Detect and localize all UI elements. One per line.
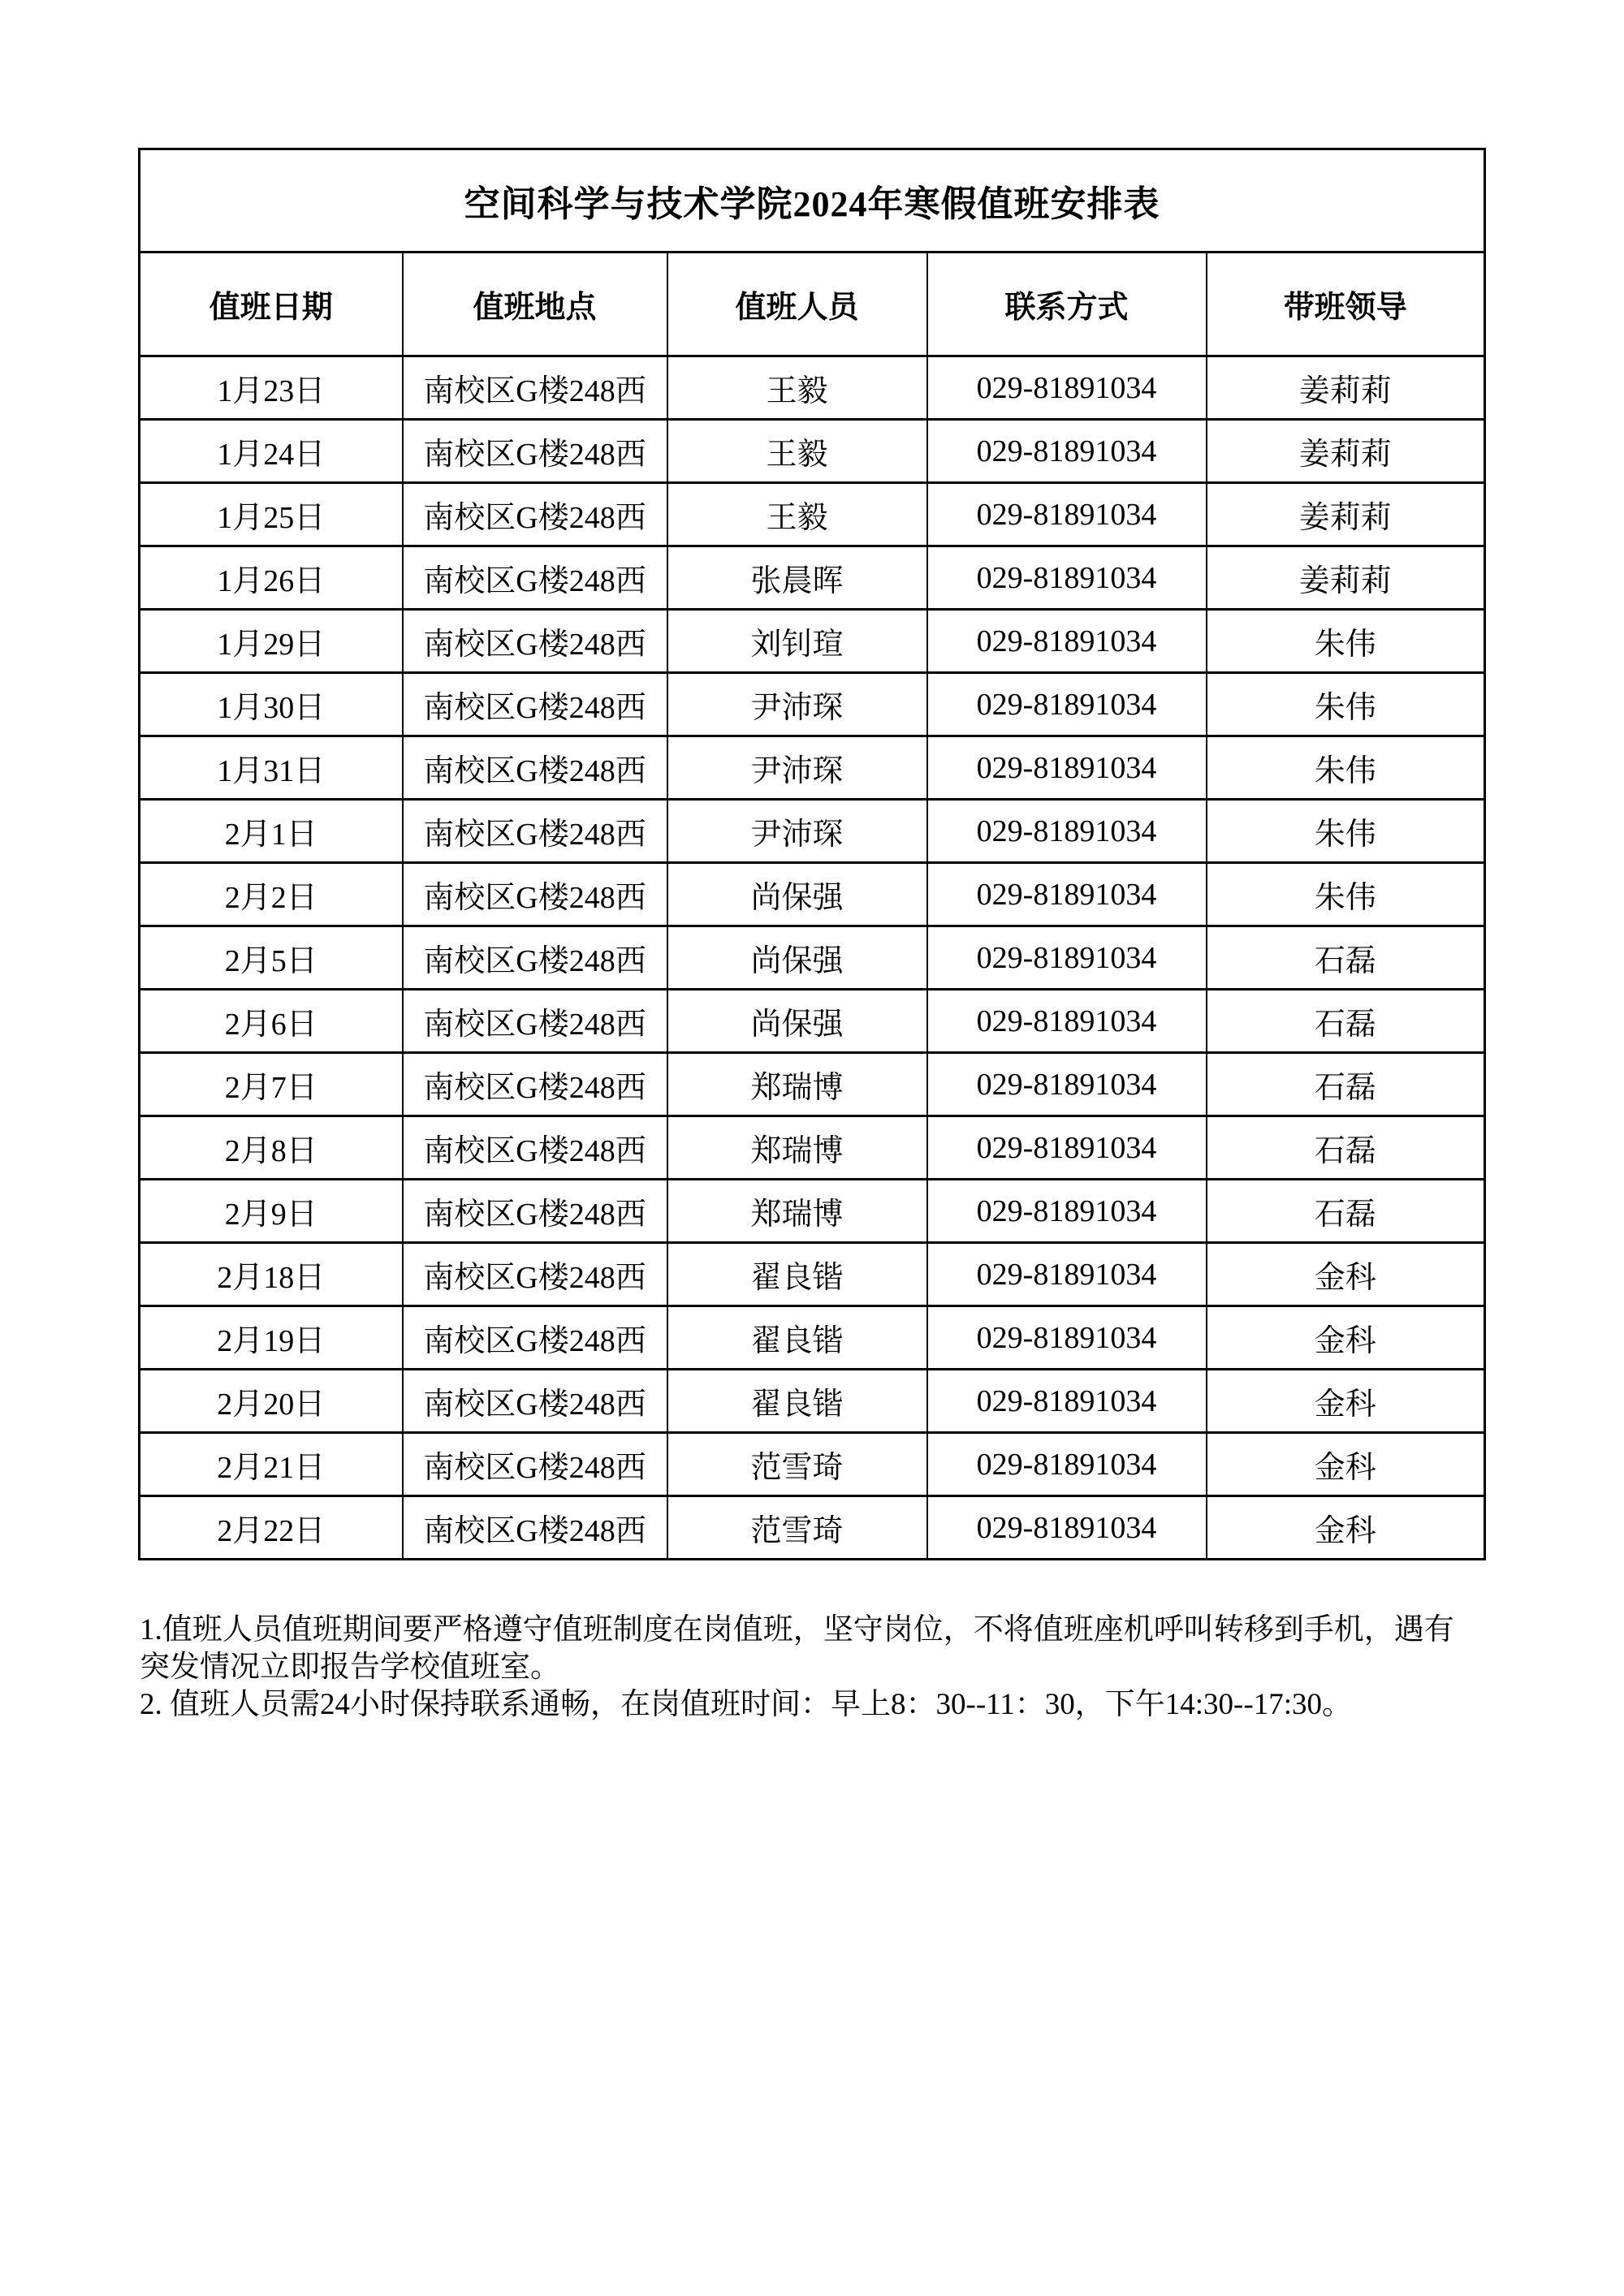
- duty-date-cell: 2月1日: [140, 800, 403, 863]
- duty-person-cell: 王毅: [667, 483, 927, 546]
- table-row: [140, 1433, 1485, 1496]
- table-row: [140, 1370, 1485, 1433]
- col-header-contact: 联系方式: [927, 252, 1207, 356]
- duty-location-cell: 南校区G楼248西: [403, 1243, 667, 1306]
- contact-cell: 029-81891034: [927, 420, 1207, 483]
- contact-cell: 029-81891034: [927, 1370, 1207, 1433]
- duty-location-cell: 南校区G楼248西: [403, 1116, 667, 1180]
- leader-cell: 金科: [1207, 1306, 1485, 1370]
- table-row: [140, 483, 1485, 546]
- duty-date-cell: 1月31日: [140, 736, 403, 800]
- duty-date-cell: 2月19日: [140, 1306, 403, 1370]
- duty-location-cell: 南校区G楼248西: [403, 863, 667, 926]
- duty-date-cell: 1月23日: [140, 356, 403, 420]
- duty-person-cell: 尹沛琛: [667, 736, 927, 800]
- duty-person-cell: 尚保强: [667, 863, 927, 926]
- table-row: [140, 990, 1485, 1053]
- duty-date-cell: 2月9日: [140, 1180, 403, 1243]
- leader-cell: 金科: [1207, 1370, 1485, 1433]
- duty-person-cell: 尹沛琛: [667, 673, 927, 736]
- duty-date-cell: 2月18日: [140, 1243, 403, 1306]
- duty-date-cell: 1月25日: [140, 483, 403, 546]
- duty-date-cell: 1月26日: [140, 546, 403, 610]
- duty-location-cell: 南校区G楼248西: [403, 926, 667, 990]
- duty-location-cell: 南校区G楼248西: [403, 356, 667, 420]
- duty-person-cell: 翟良锴: [667, 1370, 927, 1433]
- note-duty-rules: 1.值班人员值班期间要严格遵守值班制度在岗值班，坚守岗位，不将值班座机呼叫转移到手机，遇有突发情况立即报告学校值班室。: [140, 1613, 1454, 1684]
- table-row: [140, 1180, 1485, 1243]
- leader-cell: 朱伟: [1207, 863, 1485, 926]
- duty-date-cell: 2月22日: [140, 1496, 403, 1560]
- col-header-duty-date: 值班日期: [140, 252, 403, 356]
- contact-cell: 029-81891034: [927, 1053, 1207, 1116]
- duty-person-cell: 范雪琦: [667, 1433, 927, 1496]
- duty-person-cell: 范雪琦: [667, 1496, 927, 1560]
- table-row: [140, 1243, 1485, 1306]
- table-row: [140, 1116, 1485, 1180]
- duty-person-cell: 郑瑞博: [667, 1053, 927, 1116]
- contact-cell: 029-81891034: [927, 610, 1207, 673]
- duty-person-cell: 刘钊瑄: [667, 610, 927, 673]
- duty-date-cell: 2月21日: [140, 1433, 403, 1496]
- table-row: [140, 1496, 1485, 1560]
- contact-cell: 029-81891034: [927, 926, 1207, 990]
- leader-cell: 朱伟: [1207, 673, 1485, 736]
- duty-date-cell: 2月20日: [140, 1370, 403, 1433]
- contact-cell: 029-81891034: [927, 800, 1207, 863]
- contact-cell: 029-81891034: [927, 990, 1207, 1053]
- table-row: [140, 1306, 1485, 1370]
- table-row: [140, 863, 1485, 926]
- duty-date-cell: 2月7日: [140, 1053, 403, 1116]
- duty-person-cell: 尚保强: [667, 990, 927, 1053]
- duty-location-cell: 南校区G楼248西: [403, 420, 667, 483]
- contact-cell: 029-81891034: [927, 1433, 1207, 1496]
- duty-person-cell: 尹沛琛: [667, 800, 927, 863]
- leader-cell: 石磊: [1207, 1180, 1485, 1243]
- leader-cell: 朱伟: [1207, 800, 1485, 863]
- contact-cell: 029-81891034: [927, 546, 1207, 610]
- contact-cell: 029-81891034: [927, 1243, 1207, 1306]
- note-duty-hours: 2. 值班人员需24小时保持联系通畅，在岗值班时间：早上8：30--11：30，下午14:30--17:30。: [140, 1688, 1352, 1721]
- duty-person-cell: 翟良锴: [667, 1306, 927, 1370]
- duty-location-cell: 南校区G楼248西: [403, 673, 667, 736]
- notes-section: [140, 1612, 1458, 1724]
- table-row: [140, 800, 1485, 863]
- table-row: [140, 610, 1485, 673]
- duty-location-cell: 南校区G楼248西: [403, 800, 667, 863]
- duty-person-cell: 尚保强: [667, 926, 927, 990]
- duty-person-cell: 王毅: [667, 420, 927, 483]
- table-title: 空间科学与技术学院2024年寒假值班安排表: [140, 149, 1485, 252]
- duty-location-cell: 南校区G楼248西: [403, 1496, 667, 1560]
- leader-cell: 朱伟: [1207, 736, 1485, 800]
- duty-person-cell: 王毅: [667, 356, 927, 420]
- contact-cell: 029-81891034: [927, 1306, 1207, 1370]
- leader-cell: 金科: [1207, 1243, 1485, 1306]
- duty-location-cell: 南校区G楼248西: [403, 1433, 667, 1496]
- leader-cell: 姜莉莉: [1207, 483, 1485, 546]
- leader-cell: 石磊: [1207, 1053, 1485, 1116]
- duty-date-cell: 2月2日: [140, 863, 403, 926]
- leader-cell: 石磊: [1207, 1116, 1485, 1180]
- duty-date-cell: 1月29日: [140, 610, 403, 673]
- duty-location-cell: 南校区G楼248西: [403, 610, 667, 673]
- leader-cell: 石磊: [1207, 990, 1485, 1053]
- duty-person-cell: 张晨晖: [667, 546, 927, 610]
- duty-person-cell: 郑瑞博: [667, 1116, 927, 1180]
- table-row: [140, 736, 1485, 800]
- leader-cell: 金科: [1207, 1496, 1485, 1560]
- table-row: [140, 1053, 1485, 1116]
- duty-location-cell: 南校区G楼248西: [403, 1306, 667, 1370]
- table-row: [140, 356, 1485, 420]
- duty-location-cell: 南校区G楼248西: [403, 546, 667, 610]
- duty-location-cell: 南校区G楼248西: [403, 1180, 667, 1243]
- leader-cell: 姜莉莉: [1207, 420, 1485, 483]
- table-row: [140, 673, 1485, 736]
- contact-cell: 029-81891034: [927, 1116, 1207, 1180]
- duty-date-cell: 2月8日: [140, 1116, 403, 1180]
- col-header-duty-leader: 带班领导: [1207, 252, 1485, 356]
- duty-date-cell: 1月24日: [140, 420, 403, 483]
- table-row: [140, 546, 1485, 610]
- duty-location-cell: 南校区G楼248西: [403, 1370, 667, 1433]
- leader-cell: 姜莉莉: [1207, 356, 1485, 420]
- leader-cell: 姜莉莉: [1207, 546, 1485, 610]
- contact-cell: 029-81891034: [927, 1496, 1207, 1560]
- col-header-duty-location: 值班地点: [403, 252, 667, 356]
- leader-cell: 金科: [1207, 1433, 1485, 1496]
- leader-cell: 朱伟: [1207, 610, 1485, 673]
- duty-person-cell: 郑瑞博: [667, 1180, 927, 1243]
- table-row: [140, 926, 1485, 990]
- duty-location-cell: 南校区G楼248西: [403, 990, 667, 1053]
- duty-location-cell: 南校区G楼248西: [403, 1053, 667, 1116]
- contact-cell: 029-81891034: [927, 483, 1207, 546]
- duty-location-cell: 南校区G楼248西: [403, 483, 667, 546]
- contact-cell: 029-81891034: [927, 736, 1207, 800]
- title-row: [140, 149, 1485, 252]
- contact-cell: 029-81891034: [927, 1180, 1207, 1243]
- header-row: [140, 252, 1485, 356]
- duty-date-cell: 1月30日: [140, 673, 403, 736]
- duty-schedule-table: [138, 148, 1486, 1560]
- duty-date-cell: 2月6日: [140, 990, 403, 1053]
- leader-cell: 石磊: [1207, 926, 1485, 990]
- duty-date-cell: 2月5日: [140, 926, 403, 990]
- duty-person-cell: 翟良锴: [667, 1243, 927, 1306]
- duty-location-cell: 南校区G楼248西: [403, 736, 667, 800]
- contact-cell: 029-81891034: [927, 673, 1207, 736]
- contact-cell: 029-81891034: [927, 863, 1207, 926]
- col-header-duty-person: 值班人员: [667, 252, 927, 356]
- contact-cell: 029-81891034: [927, 356, 1207, 420]
- table-row: [140, 420, 1485, 483]
